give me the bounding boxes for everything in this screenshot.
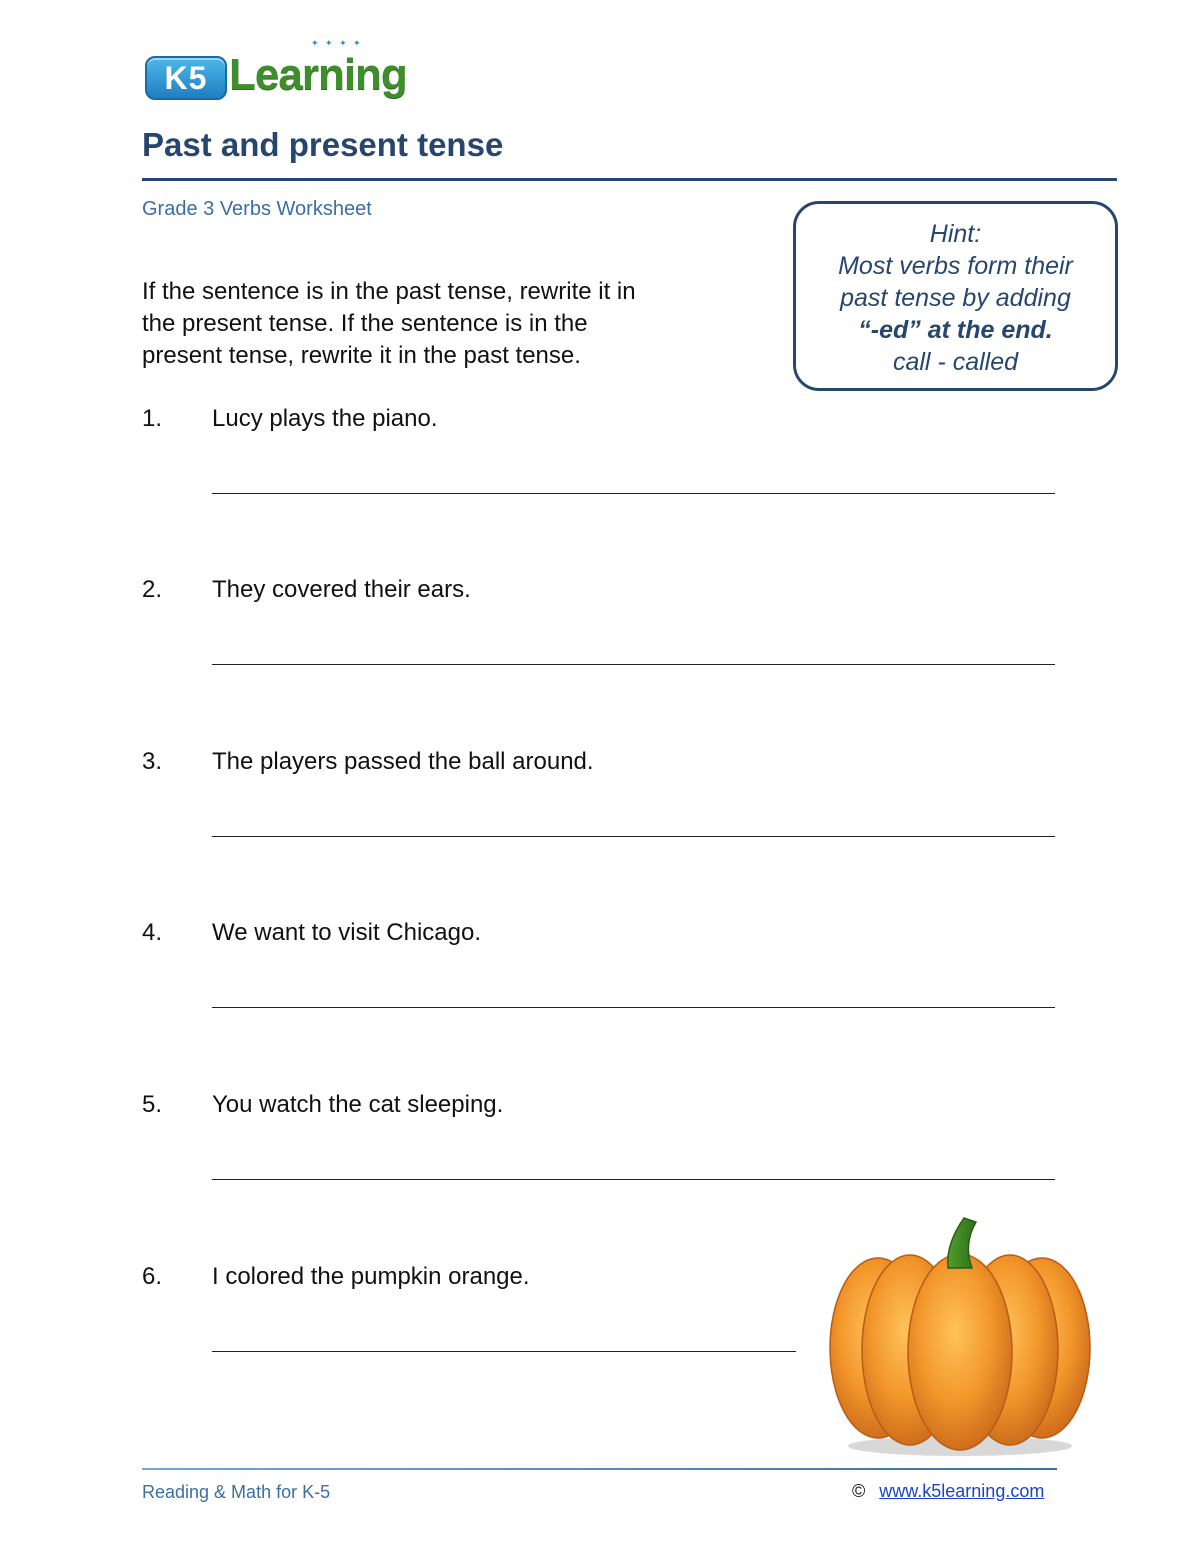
- answer-line[interactable]: [212, 1007, 1055, 1008]
- answer-line[interactable]: [212, 836, 1055, 837]
- instructions-line: the present tense. If the sentence is in the: [142, 310, 588, 337]
- question-number: 5.: [142, 1091, 163, 1118]
- instructions: [142, 276, 742, 372]
- pumpkin-icon: [826, 1210, 1094, 1462]
- question-text: I colored the pumpkin orange.: [212, 1263, 530, 1290]
- title-divider: [142, 178, 1117, 181]
- question-text: They covered their ears.: [212, 576, 471, 603]
- question-text: You watch the cat sleeping.: [212, 1091, 504, 1118]
- logo-word: Learning: [229, 50, 407, 99]
- question-number: 6.: [142, 1263, 163, 1290]
- question-number: 2.: [142, 576, 163, 603]
- instructions-line: If the sentence is in the past tense, rewrite it in: [142, 278, 636, 305]
- footer-tagline: Reading & Math for K-5: [142, 1482, 331, 1502]
- footer-divider: [142, 1468, 1057, 1470]
- answer-line[interactable]: [212, 493, 1055, 494]
- hint-line: past tense by adding: [840, 284, 1071, 312]
- question-text: Lucy plays the piano.: [212, 405, 438, 432]
- logo-mark: K5: [145, 56, 227, 100]
- instructions-line: present tense, rewrite it in the past tense.: [142, 342, 581, 369]
- hint-line: Most verbs form their: [838, 252, 1073, 280]
- answer-line[interactable]: [212, 1179, 1055, 1180]
- hint-line-bold: “-ed” at the end.: [858, 316, 1053, 344]
- question-text: We want to visit Chicago.: [212, 919, 482, 946]
- answer-line[interactable]: [212, 1351, 796, 1352]
- question-text: The players passed the ball around.: [212, 748, 594, 775]
- k5-learning-logo: [145, 38, 407, 108]
- question-number: 1.: [142, 405, 163, 432]
- hint-heading: Hint:: [929, 220, 982, 248]
- website-link[interactable]: www.k5learning.com: [879, 1481, 1045, 1501]
- hint-box: [793, 201, 1118, 391]
- question-number: 3.: [142, 748, 163, 775]
- hint-example: call - called: [892, 348, 1019, 376]
- logo-stars-icon: ✦ ✦ ✦ ✦: [311, 38, 363, 48]
- question-number: 4.: [142, 919, 163, 946]
- worksheet-subtitle: Grade 3 Verbs Worksheet: [142, 198, 372, 220]
- footer-credit: [852, 1481, 1044, 1502]
- answer-line[interactable]: [212, 664, 1055, 665]
- copyright-symbol: ©: [852, 1481, 866, 1501]
- page-title: Past and present tense: [142, 126, 504, 163]
